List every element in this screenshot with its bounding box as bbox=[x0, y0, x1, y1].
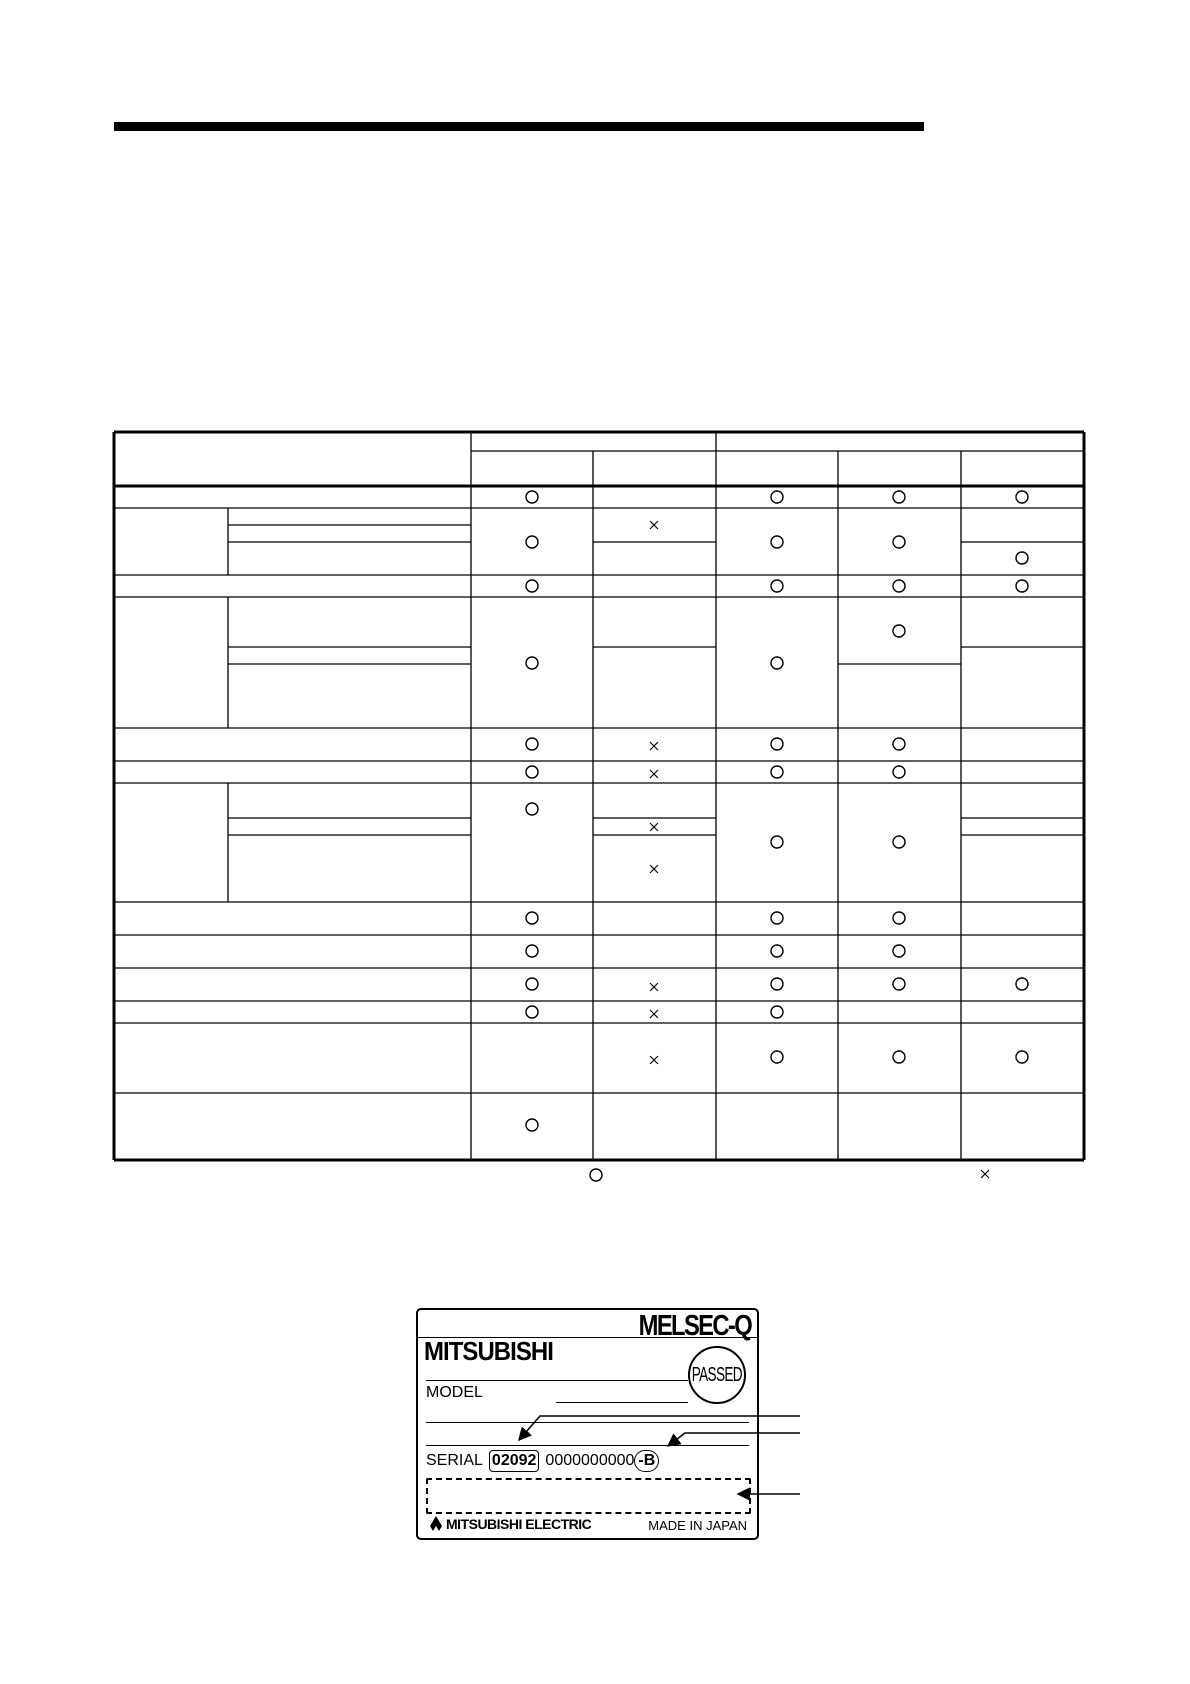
maker-name: MITSUBISHI bbox=[424, 1336, 554, 1366]
model-label: MODEL bbox=[426, 1384, 483, 1401]
serial-label: SERIAL bbox=[426, 1452, 483, 1469]
passed-label: PASSED bbox=[691, 1363, 743, 1386]
callout-arrow bbox=[519, 1416, 800, 1440]
serial-body: 0000000000 bbox=[545, 1452, 635, 1469]
serial-prefix: 02092 bbox=[489, 1450, 540, 1472]
serial-suffix: -B bbox=[634, 1450, 659, 1472]
callout-arrow bbox=[668, 1433, 800, 1446]
footer-brand-label: MITSUBISHI ELECTRIC bbox=[446, 1516, 592, 1532]
series-name: MELSEC-Q bbox=[638, 1310, 751, 1342]
made-in-label: MADE IN JAPAN bbox=[648, 1518, 747, 1533]
